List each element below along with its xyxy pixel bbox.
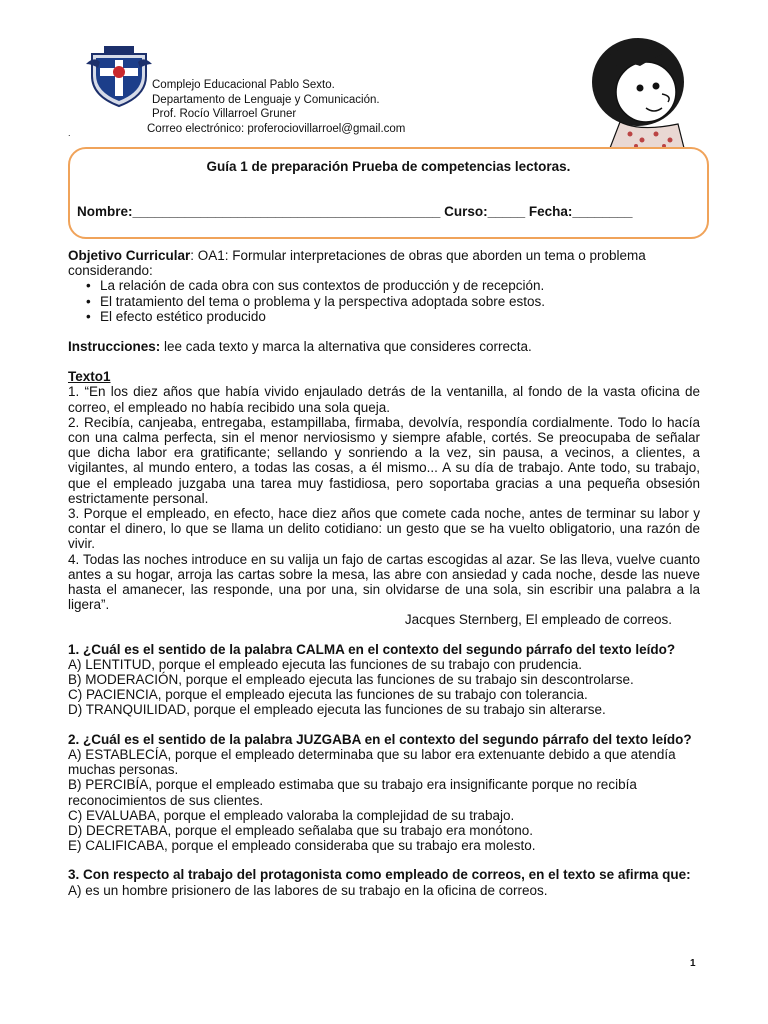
header-email: Correo electrónico: proferociovillarroel@gmail.com — [147, 122, 406, 135]
header-school: Complejo Educacional Pablo Sexto. — [152, 79, 335, 91]
title-box — [68, 147, 709, 239]
question-2: 2. ¿Cuál es el sentido de la palabra JUZGABA en el contexto del segundo párrafo del texto leído? — [68, 731, 692, 747]
question-2-option-e[interactable]: E) CALIFICABA, porque el empleado consideraba que su trabajo era molesto. — [68, 838, 536, 854]
question-1: 1. ¿Cuál es el sentido de la palabra CALMA en el contexto del segundo párrafo del texto leído? — [68, 641, 676, 657]
bullet-item: • El tratamiento del tema o problema y la perspectiva adoptada sobre estos. — [68, 294, 700, 309]
instructions-paragraph — [68, 339, 700, 354]
stray-dot: . — [68, 128, 71, 138]
objective-bullets — [68, 278, 700, 324]
question-1-option-d[interactable]: D) TRANQUILIDAD, porque el empleado ejecuta las funciones de su trabajo sin alterarse. — [68, 702, 606, 718]
objective-label: Objetivo Curricular — [68, 248, 191, 263]
cartoon-girl-illustration — [580, 30, 700, 148]
header-department: Departamento de Lenguaje y Comunicación. — [152, 93, 380, 106]
objective-text: : OA1: Formular interpretaciones de obras que aborden un tema o problema considerando: — [68, 248, 646, 279]
question-2-option-a[interactable]: A) ESTABLECÍA, porque el empleado determinaba que su labor era extenuante debido a que atendía muchas personas. — [68, 746, 676, 778]
text1-paragraph-4: 4. Todas las noches introduce en su valija un fajo de cartas escogidas al azar. Se las lleva, vuelve cuanto antes a su hogar, arroja las cartas sobre la mesa, las abre con ansiedad y cada noche, desde las nueve hasta el amanecer, las responde, una por una, sin olvidarse de una sola, sin escribir una palabra a la ligera”. — [68, 551, 700, 613]
instructions-text: lee cada texto y marca la alternativa que consideres correcta. — [160, 339, 532, 355]
bullet-item: • El efecto estético producido — [68, 309, 700, 324]
text1-paragraph-3: 3. Porque el empleado, en efecto, hace diez años que comete cada noche, antes de terminar su labor y contar el dinero, lo que se llama un delito cotidiano: un gesto que se ha vuelto obligatorio, una razón de vivir. — [68, 506, 700, 552]
question-2-option-b[interactable]: B) PERCIBÍA, porque el empleado estimaba que su trabajo era insignificante porque no recibía reconocimientos de sus clientes. — [68, 777, 637, 808]
page-number: 1 — [690, 958, 696, 969]
guide-title: Guía 1 de preparación Prueba de competencias lectoras. — [206, 159, 571, 174]
school-crest-logo — [84, 46, 154, 108]
question-2-option-d[interactable]: D) DECRETABA, porque el empleado señalaba que su trabajo era monótono. — [68, 822, 534, 838]
student-fields: Nombre:_________________________________________ Curso:_____ Fecha:________ — [77, 204, 633, 219]
instructions-label: Instrucciones: — [68, 339, 161, 355]
question-1-option-b[interactable]: B) MODERACIÓN, porque el empleado ejecuta las funciones de su trabajo sin descontrolarse. — [68, 672, 634, 688]
text1-author: Jacques Sternberg, El empleado de correos. — [404, 612, 672, 628]
text1-paragraph-2: 2. Recibía, canjeaba, entregaba, estampillaba, firmaba, devolvía, respondía cordialmente. Todo lo hacía con una calma perfecta, sin el menor nerviosismo y siempre afable, cortés. Se preocupaba de señalar que dicha labor era gratificante; sellando y sonriendo a la vez, sin pausa, a vecinos, a clientes, a vigilantes, al mundo entero, a todas las cosas, a él mismo... A su día de trabajo. Ante todo, su trabajo, que el empleado juzgaba una tarea muy fastidiosa, pero soportaba gracias a una pequeña obsesión estrictamente personal. — [68, 414, 700, 506]
question-2-option-c[interactable]: C) EVALUABA, porque el empleado valoraba la complejidad de su trabajo. — [68, 807, 515, 823]
question-3-option-a[interactable]: A) es un hombre prisionero de las labores de su trabajo en la oficina de correos. — [68, 882, 548, 898]
question-1-option-a[interactable]: A) LENTITUD, porque el empleado ejecuta las funciones de su trabajo con prudencia. — [68, 656, 583, 672]
objective-paragraph — [68, 248, 700, 278]
header-teacher: Prof. Rocío Villarroel Gruner — [152, 108, 297, 120]
question-1-option-c[interactable]: C) PACIENCIA, porque el empleado ejecuta las funciones de su trabajo con tolerancia. — [68, 687, 588, 703]
text1-paragraph-1: 1. “En los diez años que había vivido enjaulado detrás de la ventanilla, al fondo de la vasta oficina de correo, el empleado no había recibido una sola queja. — [68, 384, 700, 415]
school-header — [147, 78, 406, 136]
question-3: 3. Con respecto al trabajo del protagonista como empleado de correos, en el texto se afirma que: — [68, 867, 691, 883]
bullet-item: • La relación de cada obra con sus contextos de producción y de recepción. — [68, 278, 700, 293]
text1-heading: Texto1 — [68, 369, 111, 385]
document-body — [68, 248, 700, 898]
